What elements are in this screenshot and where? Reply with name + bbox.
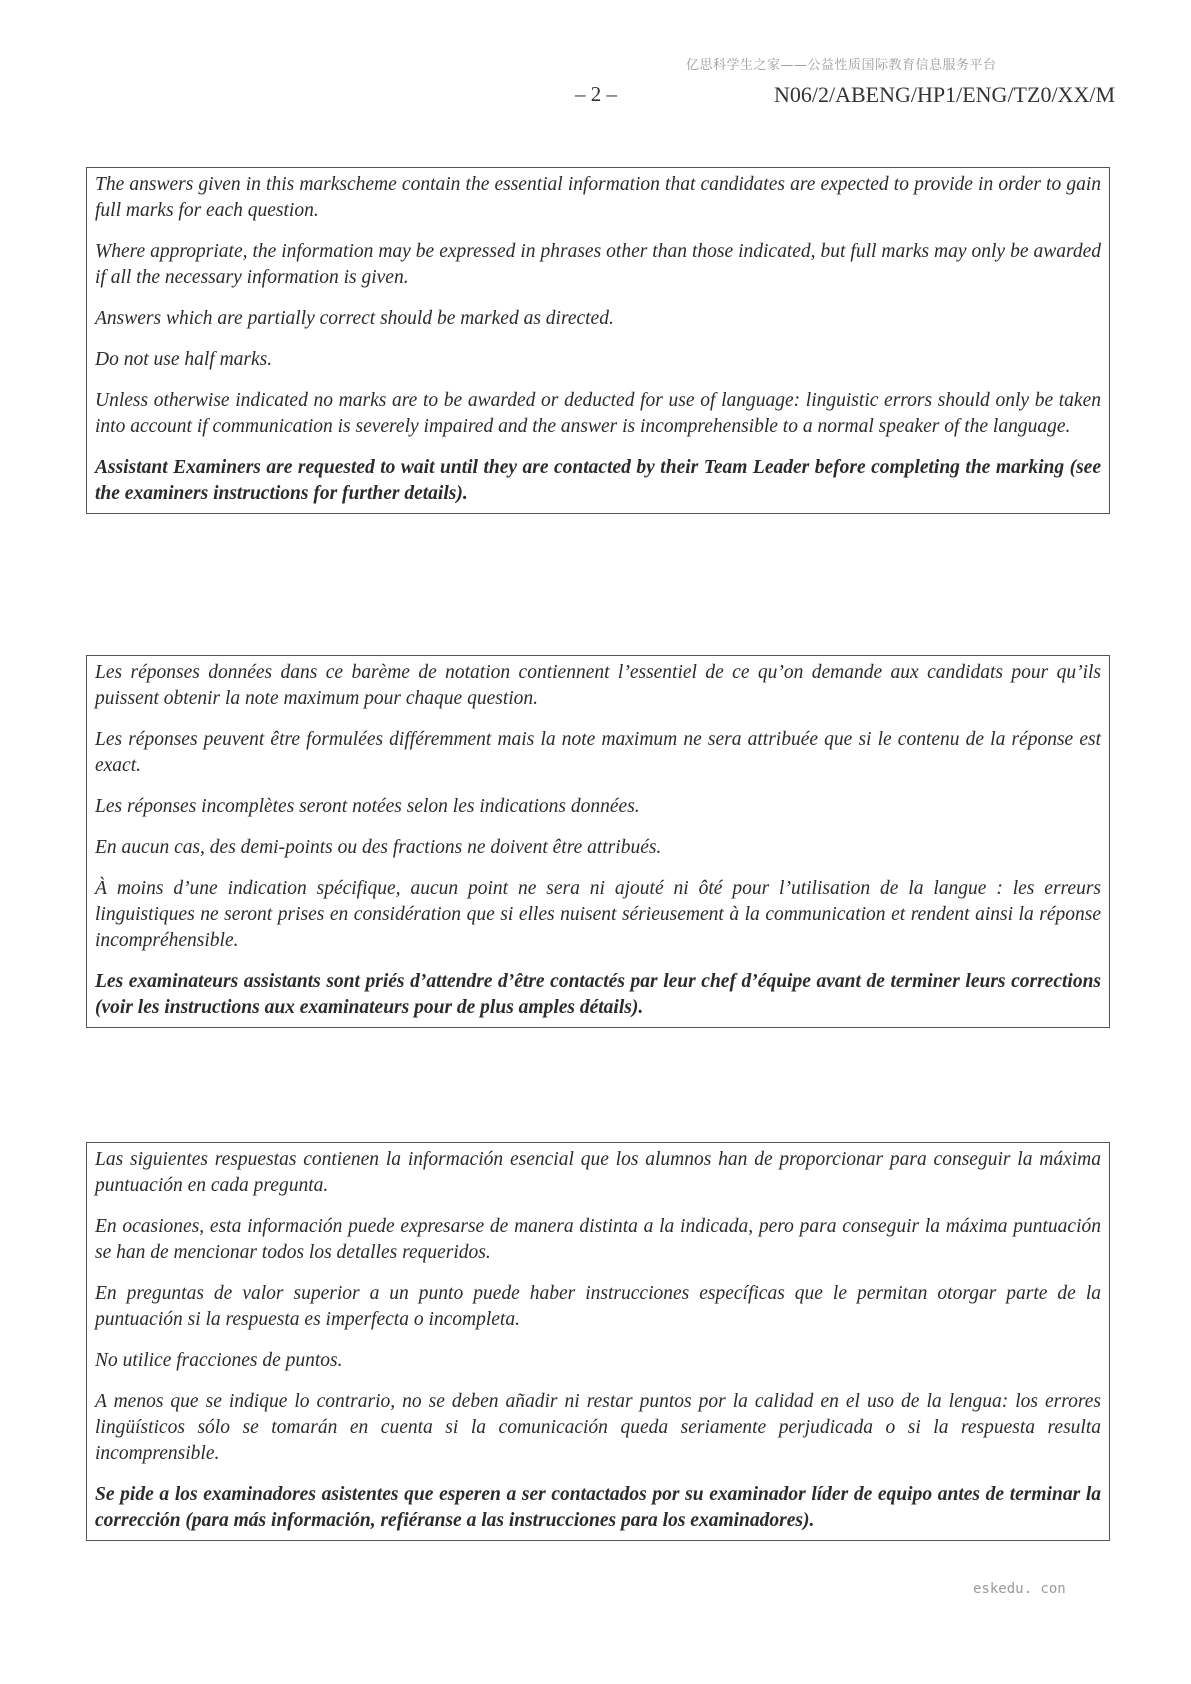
- english-paragraph: Where appropriate, the information may be expressed in phrases other than those indicated, but full marks may only be awarded if all the necessary information is given.: [95, 241, 1101, 288]
- english-paragraph: Do not use half marks.: [95, 349, 273, 370]
- english-instructions-box: [86, 167, 1110, 514]
- spanish-paragraph: Las siguientes respuestas contienen la información esencial que los alumnos han de proporcionar para conseguir la máxima puntuación en cada pregunta.: [95, 1149, 1101, 1196]
- english-paragraph: Answers which are partially correct should be marked as directed.: [95, 308, 614, 329]
- english-paragraph: The answers given in this markscheme contain the essential information that candidates are expected to provide in order to gain full marks for each question.: [95, 174, 1101, 221]
- spanish-paragraph: En preguntas de valor superior a un punto puede haber instrucciones específicas que le permitan otorgar parte de la puntuación si la respuesta es imperfecta o incompleta.: [95, 1283, 1101, 1330]
- spanish-paragraph: No utilice fracciones de puntos.: [95, 1350, 343, 1371]
- spanish-paragraph: En ocasiones, esta información puede expresarse de manera distinta a la indicada, pero para conseguir la máxima puntuación se han de mencionar todos los detalles requeridos.: [95, 1216, 1101, 1263]
- page-number: – 2 –: [575, 82, 617, 106]
- spanish-paragraph: A menos que se indique lo contrario, no se deben añadir ni restar puntos por la calidad en el uso de la lengua: los errores lingüísticos sólo se tomarán en cuenta si la comunicación queda seriamente perjudicada o si la respuesta resulta incomprensible.: [95, 1391, 1101, 1464]
- french-paragraph: Les réponses données dans ce barème de notation contiennent l’essentiel de ce qu’on demande aux candidats pour qu’ils puissent obtenir la note maximum pour chaque question.: [95, 662, 1101, 709]
- english-examiner-note: Assistant Examiners are requested to wait until they are contacted by their Team Leader before completing the marking (see the examiners instructions for further details).: [95, 457, 1101, 504]
- spanish-examiner-note: Se pide a los examinadores asistentes que esperen a ser contactados por su examinador líder de equipo antes de terminar la corrección (para más información, refiéranse a las instrucciones para los examinadores).: [95, 1484, 1101, 1531]
- header-watermark: 亿思科学生之家——公益性质国际教育信息服务平台: [686, 58, 997, 73]
- french-paragraph: Les réponses peuvent être formulées différemment mais la note maximum ne sera attribuée que si le contenu de la réponse est exact.: [95, 729, 1101, 776]
- footer-watermark: eskedu. con: [973, 1581, 1066, 1597]
- english-paragraph: Unless otherwise indicated no marks are to be awarded or deducted for use of language: linguistic errors should only be taken into account if communication is severely impaired and the answer is incomprehensible to a normal speaker of the language.: [95, 390, 1101, 437]
- french-examiner-note: Les examinateurs assistants sont priés d’attendre d’être contactés par leur chef d’équipe avant de terminer leurs corrections (voir les instructions aux examinateurs pour de plus amples détails).: [95, 971, 1101, 1018]
- document-code: N06/2/ABENG/HP1/ENG/TZ0/XX/M: [774, 82, 1115, 107]
- spanish-instructions-box: [86, 1142, 1110, 1541]
- french-paragraph: Les réponses incomplètes seront notées selon les indications données.: [95, 796, 640, 817]
- french-paragraph: À moins d’une indication spécifique, aucun point ne sera ni ajouté ni ôté pour l’utilisation de la langue : les erreurs linguistiques ne seront prises en considération que si elles nuisent sérieusement à la communication et rendent ainsi la réponse incompréhensible.: [95, 878, 1101, 951]
- french-instructions-box: [86, 655, 1110, 1028]
- french-paragraph: En aucun cas, des demi-points ou des fractions ne doivent être attribués.: [95, 837, 662, 858]
